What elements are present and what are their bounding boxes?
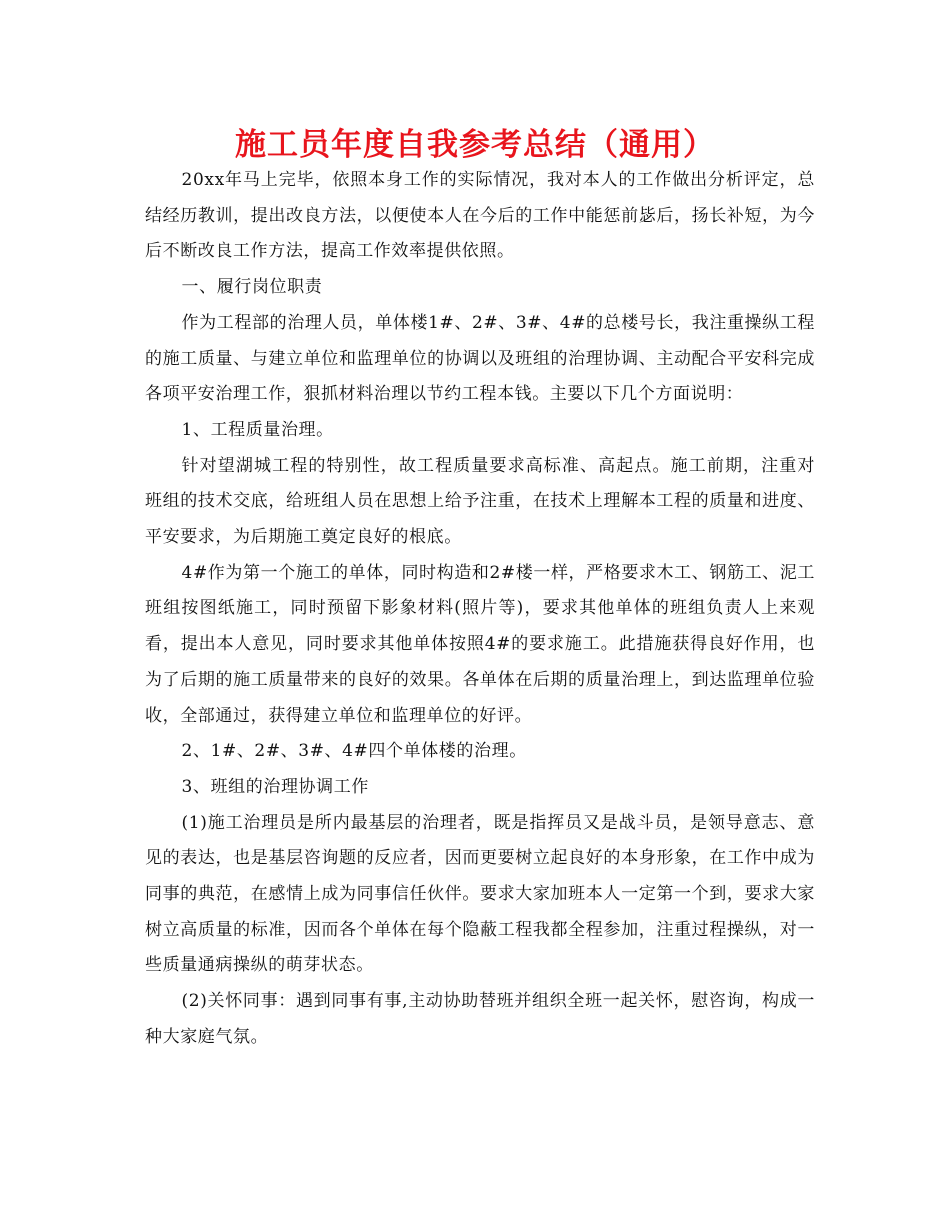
- subheading-buildings: 2、1#、2#、3#、4#四个单体楼的治理。: [181, 741, 527, 762]
- subheading-quality: 1、工程质量治理。: [181, 419, 334, 440]
- paragraph-intro: 20xx年马上完毕，依照本身工作的实际情况，我对本人的工作做出分析评定，总结经历教训，提出改良方法，以便使本人在今后的工作中能惩前毖后，扬长补短，为今后不断改良工作方法，提高工作效率提供依照。: [145, 170, 815, 262]
- paragraph-quality-2: 4#作为第一个施工的单体，同时构造和2#楼一样，严格要求木工、钢筋工、泥工班组按图纸施工，同时预留下影象材料(照片等)，要求其他单体的班组负责人上来观看，提出本人意见，同时要求其他单体按照4#的要求施工。此措施获得良好作用，也为了后期的施工质量带来的良好的效果。各单体在后期的质量治理上，到达监理单位验收，全部通过，获得建立单位和监理单位的好评。: [145, 562, 815, 726]
- subheading-team: 3、班组的治理协调工作: [181, 776, 369, 797]
- paragraph-duties: 作为工程部的治理人员，单体楼1#、2#、3#、4#的总楼号长，我注重操纵工程的施工质量、与建立单位和监理单位的协调以及班组的治理协调、主动配合平安科完成各项平安治理工作，狠抓材料治理以节约工程本钱。主要以下几个方面说明：: [145, 312, 815, 405]
- paragraph-team-2: (2)关怀同事：遇到同事有事,主动协助替班并组织全班一起关怀，慰咨询，构成一种大家庭气氛。: [145, 991, 815, 1047]
- document-title: 施工员年度自我参考总结（通用）: [235, 127, 715, 163]
- paragraph-quality-1: 针对望湖城工程的特别性，故工程质量要求高标准、高起点。施工前期，注重对班组的技术交底，给班组人员在思想上给予注重，在技术上理解本工程的质量和进度、平安要求，为后期施工奠定良好的根底。: [145, 455, 815, 548]
- document-body: [145, 163, 815, 1056]
- paragraph-team-1: (1)施工治理员是所内最基层的治理者，既是指挥员又是战斗员，是领导意志、意见的表达，也是基层咨询题的反应者，因而更要树立起良好的本身形象，在工作中成为同事的典范，在感情上成为同事信任伙伴。要求大家加班本人一定第一个到，要求大家树立高质量的标准，因而各个单体在每个隐蔽工程我都全程参加，注重过程操纵，对一些质量通病操纵的萌芽状态。: [145, 812, 815, 976]
- section-heading-duties: 一、履行岗位职责: [181, 277, 323, 298]
